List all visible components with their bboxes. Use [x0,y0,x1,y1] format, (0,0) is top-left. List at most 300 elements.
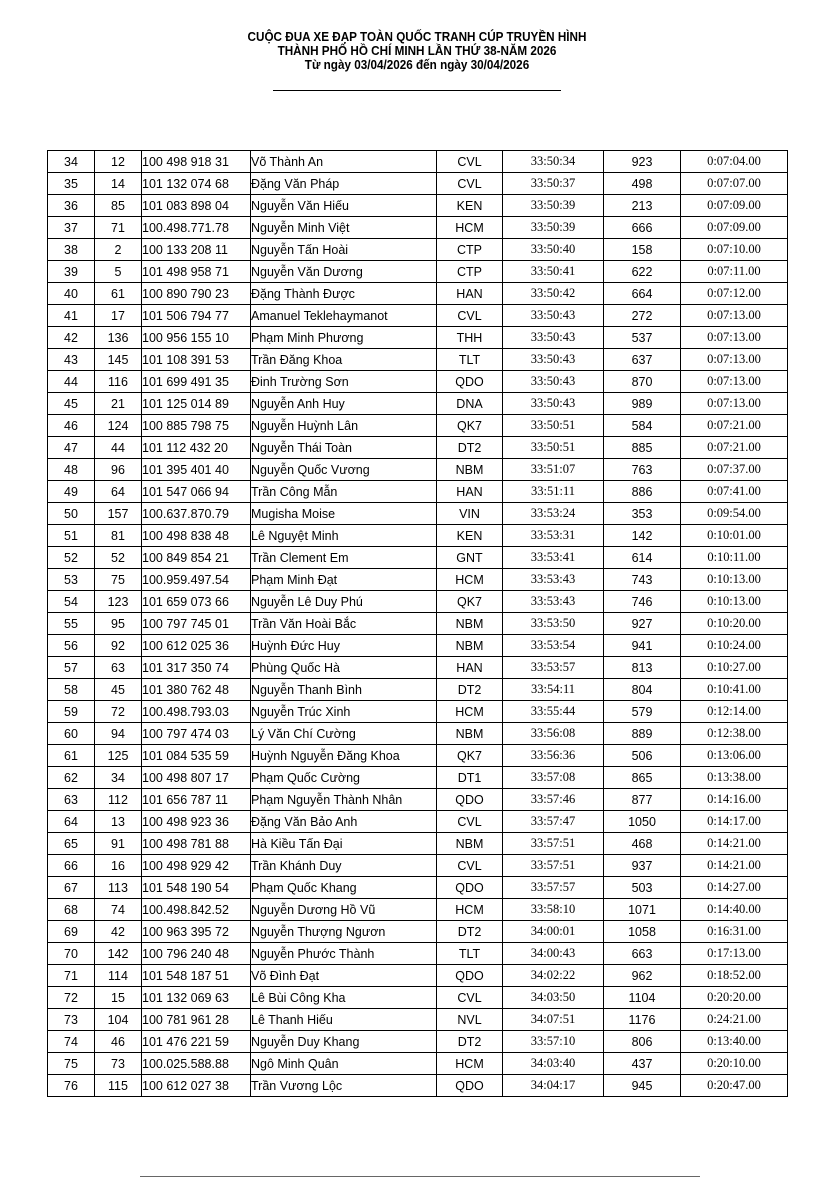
time-gap-cell: 0:18:52.00 [681,965,788,987]
time-gap-cell: 0:07:07.00 [681,173,788,195]
team-code-cell: CTP [437,261,503,283]
finish-time-cell: 34:00:01 [503,921,604,943]
rider-name-cell: Trần Vương Lộc [251,1075,437,1097]
table-row [48,921,788,943]
finish-time-cell: 33:54:11 [503,679,604,701]
uci-id-cell: 100.637.870.79 [142,503,251,525]
race-title: CUỘC ĐUA XE ĐẠP TOÀN QUỐC TRANH CÚP TRUYỀN HÌNH [247,29,587,44]
rank-cell: 58 [48,679,95,701]
finish-time-cell: 33:53:24 [503,503,604,525]
bib-cell: 34 [95,767,142,789]
points-cell: 1104 [604,987,681,1009]
time-gap-cell: 0:13:40.00 [681,1031,788,1053]
finish-time-cell: 33:50:51 [503,437,604,459]
rank-cell: 62 [48,767,95,789]
bib-cell: 44 [95,437,142,459]
time-gap-cell: 0:13:06.00 [681,745,788,767]
rider-name-cell: Ngô Minh Quân [251,1053,437,1075]
bib-cell: 63 [95,657,142,679]
points-cell: 1058 [604,921,681,943]
table-row [48,569,788,591]
finish-time-cell: 33:50:39 [503,217,604,239]
rider-name-cell: Lê Bùi Công Kha [251,987,437,1009]
finish-time-cell: 33:57:51 [503,833,604,855]
points-cell: 870 [604,371,681,393]
time-gap-cell: 0:10:20.00 [681,613,788,635]
table-row [48,591,788,613]
rank-cell: 40 [48,283,95,305]
header-divider [273,90,561,91]
bib-cell: 104 [95,1009,142,1031]
rider-name-cell: Phạm Minh Đạt [251,569,437,591]
bib-cell: 94 [95,723,142,745]
rider-name-cell: Nguyễn Văn Hiếu [251,195,437,217]
uci-id-cell: 100 890 790 23 [142,283,251,305]
finish-time-cell: 33:53:41 [503,547,604,569]
uci-id-cell: 101 125 014 89 [142,393,251,415]
team-code-cell: QK7 [437,745,503,767]
rank-cell: 75 [48,1053,95,1075]
rank-cell: 47 [48,437,95,459]
points-cell: 927 [604,613,681,635]
table-row [48,723,788,745]
rider-name-cell: Lê Thanh Hiếu [251,1009,437,1031]
points-cell: 663 [604,943,681,965]
bib-cell: 13 [95,811,142,833]
rider-name-cell: Nguyễn Thái Toàn [251,437,437,459]
rider-name-cell: Đặng Văn Bảo Anh [251,811,437,833]
points-cell: 437 [604,1053,681,1075]
points-cell: 353 [604,503,681,525]
rider-name-cell: Nguyễn Huỳnh Lân [251,415,437,437]
uci-id-cell: 101 548 187 51 [142,965,251,987]
points-cell: 584 [604,415,681,437]
team-code-cell: QDO [437,877,503,899]
rank-cell: 37 [48,217,95,239]
table-row [48,217,788,239]
finish-time-cell: 34:02:22 [503,965,604,987]
uci-id-cell: 100 498 807 17 [142,767,251,789]
bib-cell: 114 [95,965,142,987]
table-row [48,679,788,701]
table-row [48,613,788,635]
time-gap-cell: 0:07:09.00 [681,217,788,239]
rank-cell: 45 [48,393,95,415]
time-gap-cell: 0:07:10.00 [681,239,788,261]
finish-time-cell: 33:57:57 [503,877,604,899]
rider-name-cell: Nguyễn Anh Huy [251,393,437,415]
rank-cell: 71 [48,965,95,987]
uci-id-cell: 100 797 745 01 [142,613,251,635]
table-row [48,525,788,547]
time-gap-cell: 0:07:04.00 [681,151,788,173]
uci-id-cell: 101 498 958 71 [142,261,251,283]
team-code-cell: QK7 [437,415,503,437]
race-dates: Từ ngày 03/04/2026 đến ngày 30/04/2026 [304,57,530,72]
time-gap-cell: 0:17:13.00 [681,943,788,965]
rank-cell: 42 [48,327,95,349]
rider-name-cell: Phạm Quốc Khang [251,877,437,899]
table-row [48,987,788,1009]
time-gap-cell: 0:10:13.00 [681,591,788,613]
rider-name-cell: Trần Văn Hoài Bắc [251,613,437,635]
uci-id-cell: 100 963 395 72 [142,921,251,943]
rank-cell: 76 [48,1075,95,1097]
bib-cell: 95 [95,613,142,635]
team-code-cell: CVL [437,305,503,327]
team-code-cell: VIN [437,503,503,525]
points-cell: 468 [604,833,681,855]
points-cell: 1071 [604,899,681,921]
time-gap-cell: 0:07:21.00 [681,415,788,437]
points-cell: 989 [604,393,681,415]
finish-time-cell: 33:53:43 [503,591,604,613]
bib-cell: 116 [95,371,142,393]
rider-name-cell: Nguyễn Lê Duy Phú [251,591,437,613]
bib-cell: 91 [95,833,142,855]
points-cell: 923 [604,151,681,173]
table-row [48,635,788,657]
rank-cell: 60 [48,723,95,745]
finish-time-cell: 33:53:31 [503,525,604,547]
rank-cell: 69 [48,921,95,943]
uci-id-cell: 101 132 069 63 [142,987,251,1009]
points-cell: 962 [604,965,681,987]
results-body [48,151,788,1097]
points-cell: 746 [604,591,681,613]
rider-name-cell: Amanuel Teklehaymanot [251,305,437,327]
footer-divider [140,1176,700,1177]
points-cell: 664 [604,283,681,305]
bib-cell: 157 [95,503,142,525]
finish-time-cell: 33:50:51 [503,415,604,437]
finish-time-cell: 33:53:57 [503,657,604,679]
team-code-cell: HCM [437,701,503,723]
rank-cell: 70 [48,943,95,965]
team-code-cell: DT1 [437,767,503,789]
table-row [48,701,788,723]
rank-cell: 53 [48,569,95,591]
team-code-cell: DNA [437,393,503,415]
table-row [48,481,788,503]
rank-cell: 44 [48,371,95,393]
rider-name-cell: Nguyễn Thanh Bình [251,679,437,701]
time-gap-cell: 0:12:38.00 [681,723,788,745]
table-row [48,459,788,481]
uci-id-cell: 100 849 854 21 [142,547,251,569]
team-code-cell: NBM [437,723,503,745]
bib-cell: 136 [95,327,142,349]
rank-cell: 34 [48,151,95,173]
rider-name-cell: Nguyễn Trúc Xinh [251,701,437,723]
points-cell: 885 [604,437,681,459]
rank-cell: 55 [48,613,95,635]
team-code-cell: HAN [437,283,503,305]
time-gap-cell: 0:07:13.00 [681,393,788,415]
finish-time-cell: 33:50:43 [503,393,604,415]
points-cell: 937 [604,855,681,877]
finish-time-cell: 33:56:36 [503,745,604,767]
finish-time-cell: 34:04:17 [503,1075,604,1097]
time-gap-cell: 0:20:10.00 [681,1053,788,1075]
table-row [48,657,788,679]
uci-id-cell: 100 612 025 36 [142,635,251,657]
rank-cell: 36 [48,195,95,217]
team-code-cell: HCM [437,899,503,921]
points-cell: 637 [604,349,681,371]
bib-cell: 52 [95,547,142,569]
finish-time-cell: 34:03:50 [503,987,604,1009]
bib-cell: 113 [95,877,142,899]
bib-cell: 115 [95,1075,142,1097]
uci-id-cell: 100 781 961 28 [142,1009,251,1031]
rank-cell: 49 [48,481,95,503]
rank-cell: 43 [48,349,95,371]
table-row [48,503,788,525]
team-code-cell: NBM [437,613,503,635]
uci-id-cell: 100 796 240 48 [142,943,251,965]
uci-id-cell: 100 956 155 10 [142,327,251,349]
team-code-cell: DT2 [437,1031,503,1053]
time-gap-cell: 0:07:21.00 [681,437,788,459]
rank-cell: 61 [48,745,95,767]
time-gap-cell: 0:14:17.00 [681,811,788,833]
bib-cell: 2 [95,239,142,261]
team-code-cell: DT2 [437,679,503,701]
rider-name-cell: Trần Khánh Duy [251,855,437,877]
table-row [48,1053,788,1075]
time-gap-cell: 0:07:37.00 [681,459,788,481]
time-gap-cell: 0:20:47.00 [681,1075,788,1097]
rank-cell: 65 [48,833,95,855]
finish-time-cell: 33:50:43 [503,305,604,327]
team-code-cell: CVL [437,811,503,833]
rank-cell: 64 [48,811,95,833]
rider-name-cell: Đinh Trường Sơn [251,371,437,393]
table-row [48,173,788,195]
points-cell: 886 [604,481,681,503]
time-gap-cell: 0:24:21.00 [681,1009,788,1031]
rider-name-cell: Nguyễn Quốc Vương [251,459,437,481]
points-cell: 813 [604,657,681,679]
bib-cell: 5 [95,261,142,283]
bib-cell: 72 [95,701,142,723]
points-cell: 142 [604,525,681,547]
points-cell: 614 [604,547,681,569]
time-gap-cell: 0:10:11.00 [681,547,788,569]
team-code-cell: QK7 [437,591,503,613]
table-row [48,283,788,305]
rider-name-cell: Huỳnh Nguyễn Đăng Khoa [251,745,437,767]
rank-cell: 39 [48,261,95,283]
bib-cell: 42 [95,921,142,943]
bib-cell: 92 [95,635,142,657]
team-code-cell: HCM [437,1053,503,1075]
team-code-cell: CVL [437,173,503,195]
points-cell: 272 [604,305,681,327]
finish-time-cell: 33:51:07 [503,459,604,481]
bib-cell: 73 [95,1053,142,1075]
bib-cell: 75 [95,569,142,591]
uci-id-cell: 101 380 762 48 [142,679,251,701]
rider-name-cell: Đặng Văn Pháp [251,173,437,195]
bib-cell: 15 [95,987,142,1009]
team-code-cell: CTP [437,239,503,261]
uci-id-cell: 100.498.842.52 [142,899,251,921]
rank-cell: 56 [48,635,95,657]
points-cell: 506 [604,745,681,767]
table-row [48,261,788,283]
finish-time-cell: 33:55:44 [503,701,604,723]
points-cell: 865 [604,767,681,789]
team-code-cell: NBM [437,635,503,657]
rider-name-cell: Hà Kiều Tấn Đại [251,833,437,855]
time-gap-cell: 0:07:13.00 [681,349,788,371]
time-gap-cell: 0:14:21.00 [681,855,788,877]
rider-name-cell: Phạm Nguyễn Thành Nhân [251,789,437,811]
time-gap-cell: 0:07:11.00 [681,261,788,283]
bib-cell: 145 [95,349,142,371]
rank-cell: 51 [48,525,95,547]
team-code-cell: HCM [437,569,503,591]
table-row [48,371,788,393]
points-cell: 877 [604,789,681,811]
points-cell: 666 [604,217,681,239]
rider-name-cell: Trần Đăng Khoa [251,349,437,371]
rider-name-cell: Huỳnh Đức Huy [251,635,437,657]
uci-id-cell: 100 498 918 31 [142,151,251,173]
rank-cell: 46 [48,415,95,437]
rider-name-cell: Lý Văn Chí Cường [251,723,437,745]
rank-cell: 41 [48,305,95,327]
time-gap-cell: 0:07:41.00 [681,481,788,503]
rider-name-cell: Phạm Minh Phương [251,327,437,349]
rider-name-cell: Phạm Quốc Cường [251,767,437,789]
bib-cell: 112 [95,789,142,811]
uci-id-cell: 100.498.793.03 [142,701,251,723]
team-code-cell: DT2 [437,921,503,943]
finish-time-cell: 33:57:10 [503,1031,604,1053]
finish-time-cell: 33:53:54 [503,635,604,657]
team-code-cell: KEN [437,525,503,547]
bib-cell: 124 [95,415,142,437]
table-row [48,943,788,965]
team-code-cell: QDO [437,371,503,393]
uci-id-cell: 101 699 491 35 [142,371,251,393]
team-code-cell: NVL [437,1009,503,1031]
rider-name-cell: Trần Công Mẫn [251,481,437,503]
uci-id-cell: 101 084 535 59 [142,745,251,767]
time-gap-cell: 0:14:21.00 [681,833,788,855]
table-row [48,1009,788,1031]
race-subtitle: THÀNH PHỐ HỒ CHÍ MINH LẦN THỨ 38-NĂM 2026 [277,43,557,58]
table-row [48,811,788,833]
time-gap-cell: 0:14:16.00 [681,789,788,811]
team-code-cell: KEN [437,195,503,217]
rank-cell: 68 [48,899,95,921]
team-code-cell: CVL [437,151,503,173]
team-code-cell: DT2 [437,437,503,459]
finish-time-cell: 33:50:37 [503,173,604,195]
bib-cell: 71 [95,217,142,239]
bib-cell: 123 [95,591,142,613]
table-row [48,547,788,569]
team-code-cell: QDO [437,789,503,811]
bib-cell: 16 [95,855,142,877]
finish-time-cell: 33:50:41 [503,261,604,283]
finish-time-cell: 33:50:43 [503,327,604,349]
rank-cell: 66 [48,855,95,877]
bib-cell: 21 [95,393,142,415]
table-row [48,327,788,349]
time-gap-cell: 0:10:13.00 [681,569,788,591]
bib-cell: 81 [95,525,142,547]
bib-cell: 74 [95,899,142,921]
table-row [48,195,788,217]
bib-cell: 61 [95,283,142,305]
team-code-cell: HAN [437,657,503,679]
points-cell: 945 [604,1075,681,1097]
rider-name-cell: Võ Đình Đạt [251,965,437,987]
team-code-cell: TLT [437,349,503,371]
time-gap-cell: 0:13:38.00 [681,767,788,789]
time-gap-cell: 0:10:01.00 [681,525,788,547]
table-row [48,1031,788,1053]
uci-id-cell: 100 133 208 11 [142,239,251,261]
uci-id-cell: 100.498.771.78 [142,217,251,239]
bib-cell: 85 [95,195,142,217]
time-gap-cell: 0:10:41.00 [681,679,788,701]
points-cell: 1176 [604,1009,681,1031]
time-gap-cell: 0:10:24.00 [681,635,788,657]
finish-time-cell: 33:57:47 [503,811,604,833]
time-gap-cell: 0:12:14.00 [681,701,788,723]
rank-cell: 35 [48,173,95,195]
bib-cell: 12 [95,151,142,173]
table-row [48,349,788,371]
uci-id-cell: 101 656 787 11 [142,789,251,811]
finish-time-cell: 33:51:11 [503,481,604,503]
table-row [48,151,788,173]
uci-id-cell: 101 317 350 74 [142,657,251,679]
finish-time-cell: 33:53:50 [503,613,604,635]
rider-name-cell: Trần Clement Em [251,547,437,569]
rider-name-cell: Phùng Quốc Hà [251,657,437,679]
team-code-cell: QDO [437,1075,503,1097]
bib-cell: 64 [95,481,142,503]
rider-name-cell: Lê Nguyệt Minh [251,525,437,547]
finish-time-cell: 33:56:08 [503,723,604,745]
results-table [47,150,788,1097]
table-row [48,393,788,415]
uci-id-cell: 100 612 027 38 [142,1075,251,1097]
rank-cell: 57 [48,657,95,679]
uci-id-cell: 100.025.588.88 [142,1053,251,1075]
rank-cell: 67 [48,877,95,899]
document-header [0,30,834,72]
uci-id-cell: 101 506 794 77 [142,305,251,327]
time-gap-cell: 0:07:12.00 [681,283,788,305]
bib-cell: 96 [95,459,142,481]
uci-id-cell: 100 498 781 88 [142,833,251,855]
table-row [48,415,788,437]
bib-cell: 125 [95,745,142,767]
rank-cell: 54 [48,591,95,613]
bib-cell: 142 [95,943,142,965]
uci-id-cell: 101 659 073 66 [142,591,251,613]
table-row [48,855,788,877]
team-code-cell: THH [437,327,503,349]
